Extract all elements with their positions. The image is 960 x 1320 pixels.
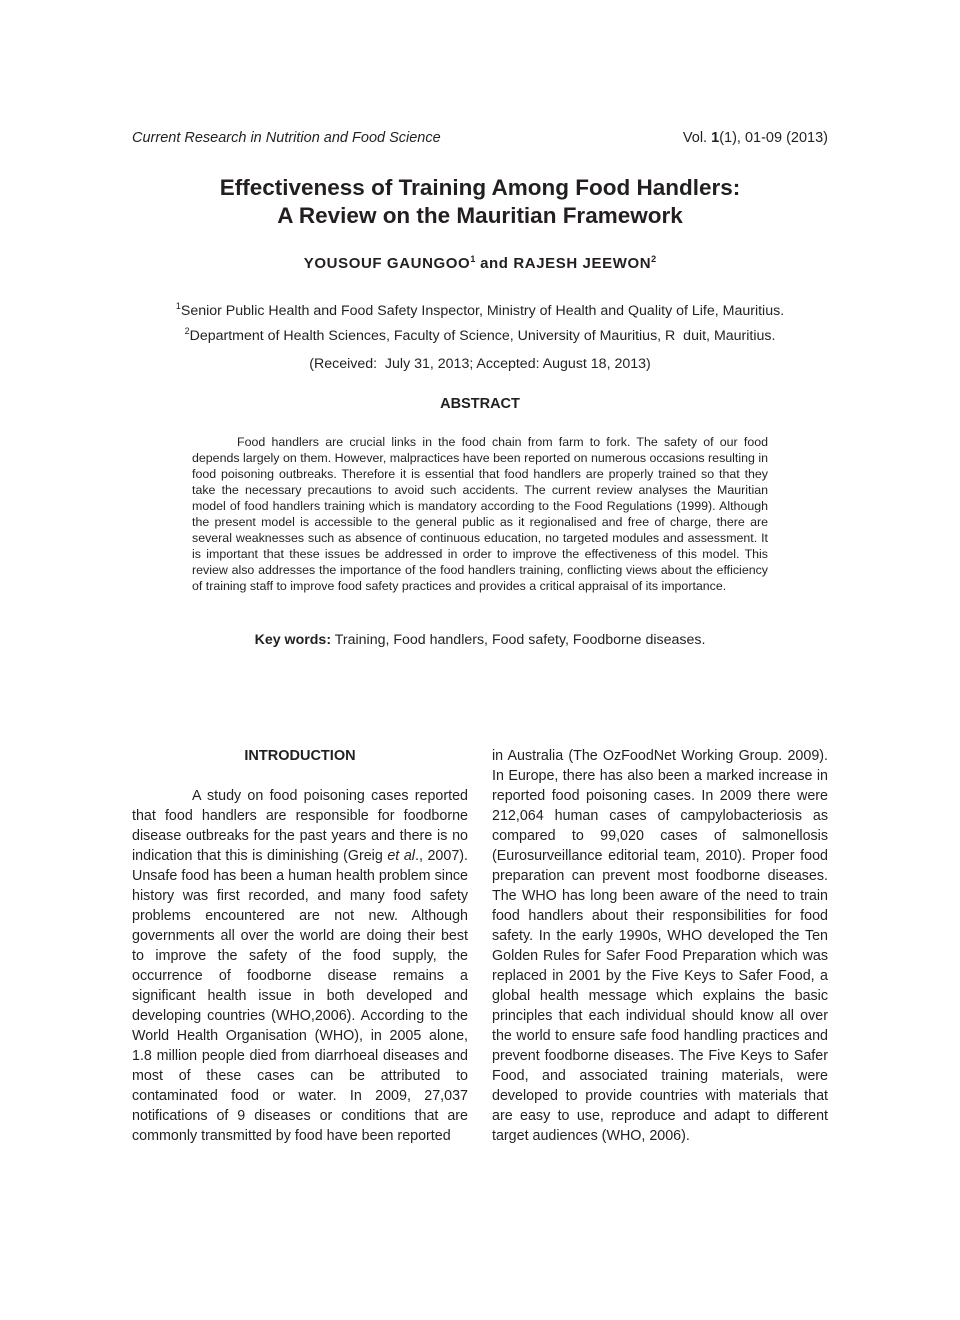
author-2-affiliation-mark: 2 xyxy=(651,254,657,264)
keywords xyxy=(100,632,860,648)
abstract-heading: ABSTRACT xyxy=(440,396,520,412)
affiliation-1 xyxy=(80,296,880,321)
title-line-2: A Review on the Mauritian Framework xyxy=(277,203,683,228)
affiliation-2-mark: 2 xyxy=(184,326,190,336)
running-header xyxy=(132,130,828,150)
intro-text-part-1: A study on food poisoning cases reported that food handlers are responsible for foodborne disease outbreaks for the past years and there is no indication that this is diminishing (Greig xyxy=(132,788,468,864)
introduction-paragraph-1 xyxy=(132,786,468,1146)
volume-info xyxy=(683,130,828,146)
author-1-affiliation-mark: 1 xyxy=(470,254,476,264)
introduction-heading: INTRODUCTION xyxy=(244,748,356,764)
author-conjunction: and xyxy=(475,255,514,272)
et-al-italic: et al xyxy=(387,848,415,864)
paper-title xyxy=(100,174,860,230)
affiliation-1-mark: 1 xyxy=(175,301,181,311)
keywords-label: Key words: xyxy=(254,632,332,648)
affiliation-1-text: Senior Public Health and Food Safety Inspector, Ministry of Health and Quality of Life, Mauritius. xyxy=(180,303,785,319)
author-2: RAJESH JEEWON xyxy=(513,255,652,272)
affiliation-2-text: Department of Health Sciences, Faculty of Science, University of Mauritius, R duit, Mauritius. xyxy=(189,328,776,344)
abstract-text: Food handlers are crucial links in the food chain from farm to fork. The safety of our food depends largely on them. However, malpractices have been reported on numerous occasions resulting in food poisoning outbreaks. Therefore it is essential that food handlers are properly trained so that they take the necessary precautions to avoid such accidents. The current review analyses the Mauritian model of food handlers training which is mandatory according to the Food Regulations (1999). Although the present model is accessible to the general public as it regionalised and free of charge, there are several weaknesses such as absence of continuous education, no targeted modules and assessment. It is important that these issues be addressed in order to improve the effectiveness of this model. This review also addresses the importance of the food handlers training, conflicting views about the efficiency of training staff to improve food safety practices and provides a critical appraisal of its importance. xyxy=(192,435,768,593)
volume-prefix: Vol. xyxy=(682,130,712,146)
volume-suffix: (1), 01-09 (2013) xyxy=(719,130,828,146)
keywords-text: Training, Food handlers, Food safety, Foodborne diseases. xyxy=(331,632,706,648)
intro-text-part-2: ., 2007). Unsafe food has been a human health problem since history was first recorded, and many food safety problems encountered are not new. Although governments all over the world are doing their best to improve the safety of the food supply, the occurrence of foodborne disease remains a significant health issue in both developed and developing countries (WHO,2006). According to the World Health Organisation (WHO), in 2005 alone, 1.8 million people died from diarrhoeal diseases and most of these cases can be attributed to contaminated food or water. In 2009, 27,037 notifications of 9 diseases or conditions that are commonly transmitted by food have been reported xyxy=(132,848,468,1144)
title-line-1: Effectiveness of Training Among Food Handlers: xyxy=(219,175,741,200)
author-1: YOUSOUF GAUNGOO xyxy=(303,255,471,272)
affiliation-2 xyxy=(80,321,880,346)
introduction-continued: in Australia (The OzFoodNet Working Group. 2009). In Europe, there has also been a marked increase in reported food poisoning cases. In 2009 there were 212,064 human cases of campylobacteriosis as compared to 99,020 cases of salmonellosis (Eurosurveillance editorial team, 2010). Proper food preparation can prevent most foodborne diseases. The WHO has long been aware of the need to train food handlers about their responsibilities for food safety. In the early 1990s, WHO developed the Ten Golden Rules for Safer Food Preparation which was replaced in 2001 by the Five Keys to Safer Food, a global health message which explains the basic principles that each individual should know all over the world to ensure safe food handling practices and prevent foodborne diseases. The Five Keys to Safer Food, and associated training materials, were developed to provide countries with materials that are easy to use, reproduce and adapt to different target audiences (WHO, 2006). xyxy=(492,748,828,1144)
affiliations xyxy=(80,296,880,346)
author-list xyxy=(100,254,860,272)
left-column xyxy=(132,746,468,1146)
journal-name: Current Research in Nutrition and Food Science xyxy=(132,130,441,146)
received-dates: (Received: July 31, 2013; Accepted: August 18, 2013) xyxy=(309,356,651,372)
volume-number: 1 xyxy=(711,130,720,146)
right-column xyxy=(492,746,828,1146)
